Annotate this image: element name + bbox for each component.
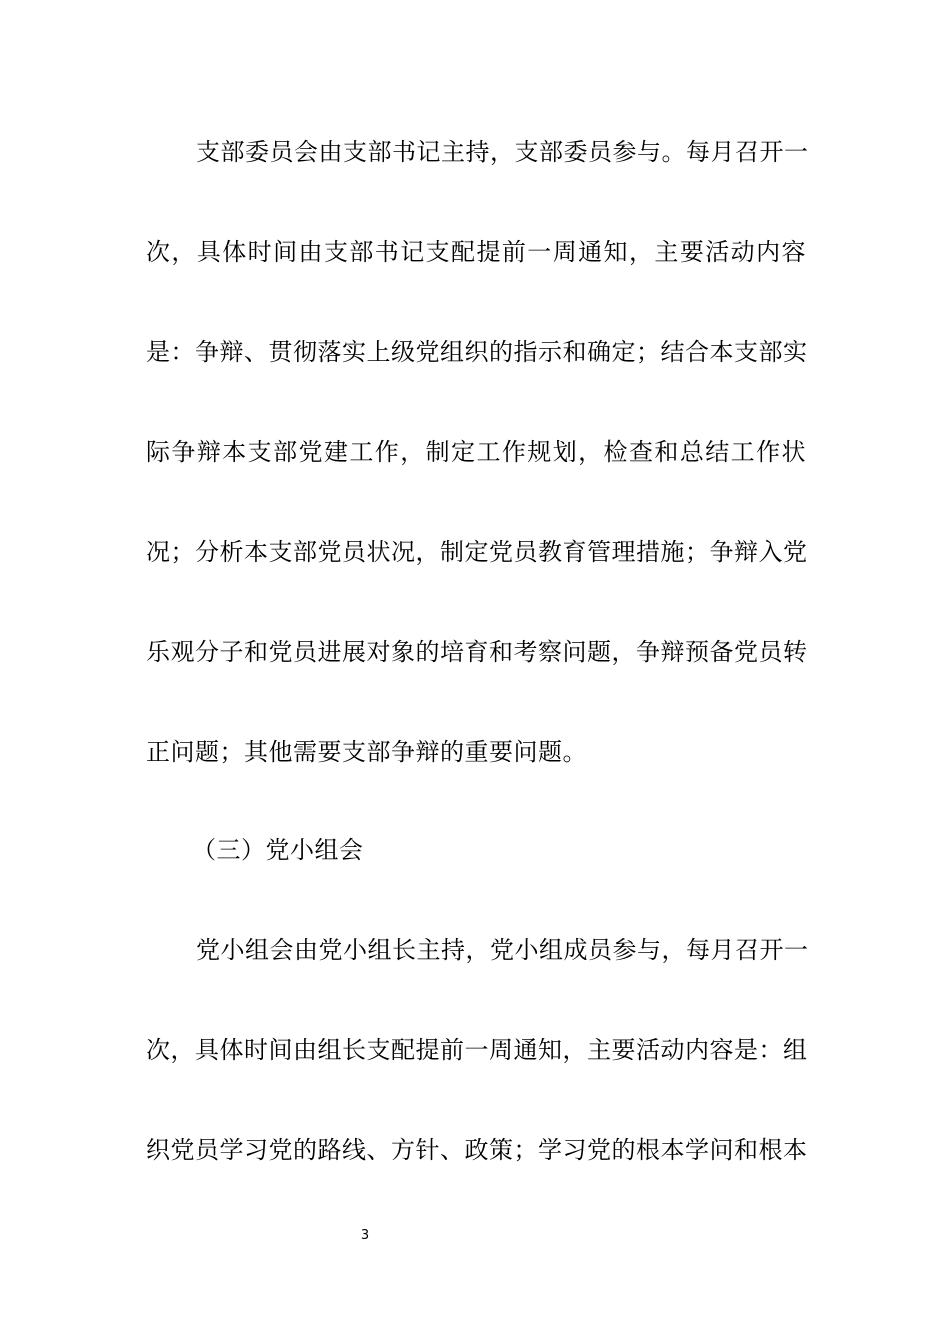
paragraph-2-line-2: 次，具体时间由组长支配提前一周通知，主要活动内容是：组: [146, 1036, 808, 1064]
paragraph-1-line-6: 乐观分子和党员进展对象的培育和考察问题，争辩预备党员转: [146, 638, 808, 666]
paragraph-2-line-3: 织党员学习党的路线、方针、政策；学习党的根本学问和根本: [146, 1136, 808, 1164]
paragraph-1-line-2: 次，具体时间由支部书记支配提前一周通知，主要活动内容: [146, 238, 806, 266]
paragraph-1-line-7: 正问题；其他需要支部争辩的重要问题。: [146, 738, 587, 766]
paragraph-1-line-1: 支部委员会由支部书记主持，支部委员参与。每月召开一: [196, 138, 809, 166]
paragraph-1-line-5: 况；分析本支部党员状况，制定党员教育管理措施；争辩入党: [146, 538, 808, 566]
section-heading: （三）党小组会: [192, 836, 364, 864]
paragraph-1-line-4: 际争辩本支部党建工作，制定工作规划，检查和总结工作状: [146, 438, 806, 466]
paragraph-1-line-3: 是：争辩、贯彻落实上级党组织的指示和确定；结合本支部实: [146, 338, 808, 366]
page-number: 3: [360, 1228, 370, 1243]
paragraph-2-line-1: 党小组会由党小组长主持，党小组成员参与，每月召开一: [196, 936, 809, 964]
